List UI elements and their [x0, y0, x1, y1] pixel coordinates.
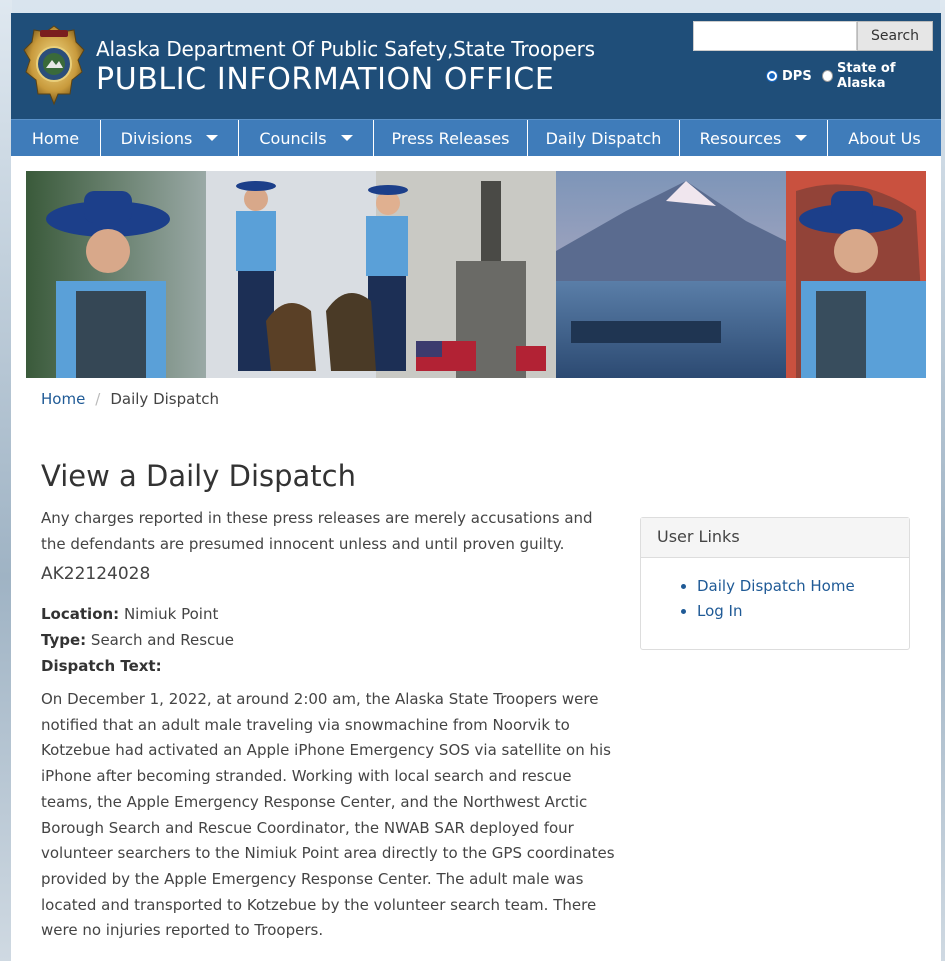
daily-dispatch-home-link[interactable]: Daily Dispatch Home: [697, 577, 855, 595]
banner-image: [26, 171, 926, 378]
caret-down-icon: [341, 135, 353, 141]
type-value: Search and Rescue: [90, 631, 234, 649]
dispatch-text: On December 1, 2022, at around 2:00 am, the Alaska State Troopers were notified that an adult male traveling via snowmachine from Noorvik to Kotzebue had activated an Apple iPhone Emergency SOS via satellite on his iPhone after becoming stranded. Working with local search and rescue teams, the Apple Emergency Response Center, and the Northwest Arctic Borough Search and Rescue Coordinator, the NWAB SAR deployed four volunteer searchers to the Nimiuk Point area directly to the GPS coordinates provided by the Apple Emergency Response Center. The adult male was located and transported to Kotzebue by the volunteer search team. There were no injuries reported to Troopers.: [41, 690, 615, 940]
dispatch-text-label: Dispatch Text:: [41, 657, 162, 675]
disclaimer-text: Any charges reported in these press releases are merely accusations and the defendants are presumed innocent unless and until proven guilty.: [41, 509, 593, 553]
type-row: Type: Search and Rescue: [41, 631, 234, 649]
list-item: [697, 599, 909, 624]
nav-home[interactable]: Home: [11, 120, 101, 156]
caret-down-icon: [206, 135, 218, 141]
breadcrumb-current: Daily Dispatch: [110, 390, 219, 408]
caret-down-icon: [795, 135, 807, 141]
search-scope-radios: [766, 61, 941, 91]
radio-dps[interactable]: DPS: [766, 69, 812, 84]
list-item: [697, 574, 909, 599]
panel-heading: User Links: [641, 518, 909, 558]
breadcrumb: [41, 390, 219, 408]
log-in-link[interactable]: Log In: [697, 602, 743, 620]
radio-state-of-alaska[interactable]: State of Alaska: [822, 61, 941, 91]
breadcrumb-home-link[interactable]: Home: [41, 390, 86, 408]
nav-divisions[interactable]: Divisions: [101, 120, 239, 156]
nav-resources[interactable]: Resources: [680, 120, 828, 156]
nav-about-us[interactable]: About Us: [828, 120, 941, 156]
nav-councils[interactable]: Councils: [239, 120, 374, 156]
dispatch-fields: [41, 601, 234, 679]
org-name: Alaska Department Of Public Safety,State Troopers: [96, 37, 595, 61]
radio-checked-icon[interactable]: [766, 70, 778, 82]
dispatch-id: AK22124028: [41, 564, 151, 584]
office-name: PUBLIC INFORMATION OFFICE: [96, 62, 555, 97]
nav-press-releases[interactable]: Press Releases: [374, 120, 528, 156]
location-value: Nimiuk Point: [123, 605, 219, 623]
main-nav: [11, 119, 941, 156]
trooper-seal-icon: [22, 24, 86, 106]
radio-unchecked-icon[interactable]: [822, 70, 833, 82]
page: [11, 13, 941, 961]
search-button[interactable]: Search: [857, 21, 933, 51]
breadcrumb-separator: /: [95, 390, 101, 408]
nav-daily-dispatch[interactable]: Daily Dispatch: [528, 120, 680, 156]
search-input[interactable]: [693, 21, 857, 51]
user-links-list: [641, 558, 909, 624]
page-title: View a Daily Dispatch: [41, 459, 356, 493]
user-links-panel: [640, 517, 910, 650]
site-header: [11, 13, 941, 119]
location-row: Location: Nimiuk Point: [41, 605, 219, 623]
